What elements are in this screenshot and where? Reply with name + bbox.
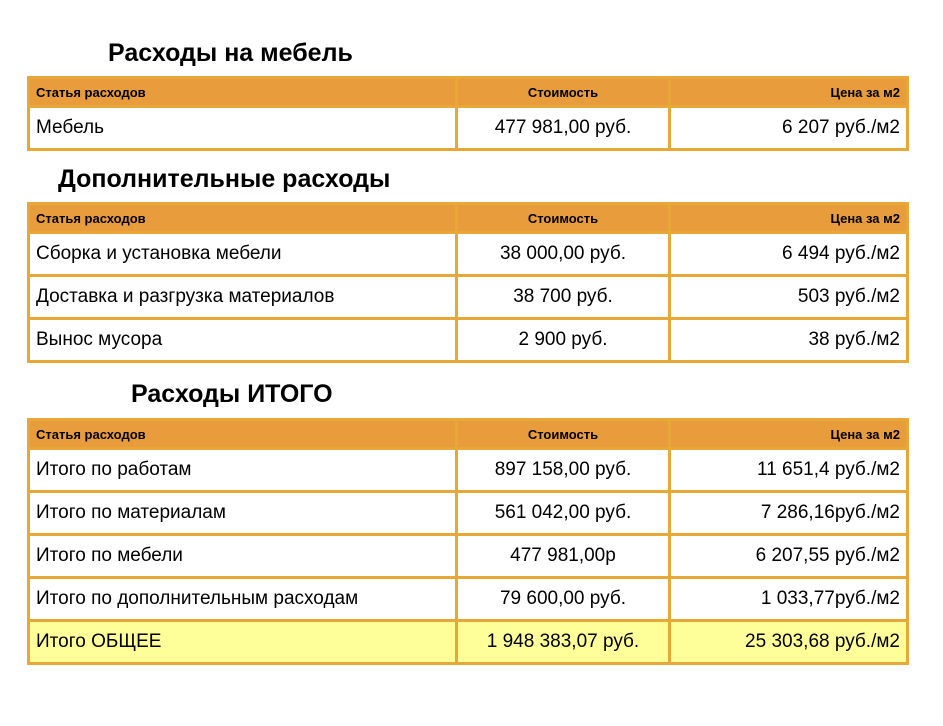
row-cost: 38 000,00 руб. xyxy=(458,234,668,274)
table-row xyxy=(30,108,906,148)
row-cost: 561 042,00 руб. xyxy=(458,493,668,533)
header-item: Статья расходов xyxy=(30,205,455,231)
totals-section-title: Расходы ИТОГО xyxy=(131,380,333,408)
row-price: 503 руб./м2 xyxy=(671,277,906,317)
header-cost: Стоимость xyxy=(458,205,668,231)
row-item: Мебель xyxy=(30,108,455,148)
row-item: Доставка и разгрузка материалов xyxy=(30,277,455,317)
row-cost: 2 900 руб. xyxy=(458,320,668,360)
row-price: 6 494 руб./м2 xyxy=(671,234,906,274)
table-header-row xyxy=(30,205,906,231)
row-item: Итого по работам xyxy=(30,450,455,490)
table-row xyxy=(30,320,906,360)
header-cost: Стоимость xyxy=(458,421,668,447)
row-price: 38 руб./м2 xyxy=(671,320,906,360)
additional-table xyxy=(27,202,909,363)
furniture-section-title: Расходы на мебель xyxy=(108,39,353,67)
totals-table xyxy=(27,418,909,665)
row-price: 6 207,55 руб./м2 xyxy=(671,536,906,576)
grand-total-price: 25 303,68 руб./м2 xyxy=(671,622,906,662)
row-item: Вынос мусора xyxy=(30,320,455,360)
header-cost: Стоимость xyxy=(458,79,668,105)
row-price: 7 286,16руб./м2 xyxy=(671,493,906,533)
header-price: Цена за м2 xyxy=(671,421,906,447)
table-row xyxy=(30,536,906,576)
grand-total-cost: 1 948 383,07 руб. xyxy=(458,622,668,662)
row-cost: 477 981,00р xyxy=(458,536,668,576)
row-cost: 79 600,00 руб. xyxy=(458,579,668,619)
header-price: Цена за м2 xyxy=(671,205,906,231)
row-item: Итого по материалам xyxy=(30,493,455,533)
table-row xyxy=(30,579,906,619)
grand-total-item: Итого ОБЩЕЕ xyxy=(30,622,455,662)
additional-section-title: Дополнительные расходы xyxy=(58,165,391,193)
table-row xyxy=(30,277,906,317)
header-price: Цена за м2 xyxy=(671,79,906,105)
row-price: 1 033,77руб./м2 xyxy=(671,579,906,619)
table-row xyxy=(30,234,906,274)
table-row xyxy=(30,493,906,533)
furniture-table xyxy=(27,76,909,151)
row-cost: 38 700 руб. xyxy=(458,277,668,317)
header-item: Статья расходов xyxy=(30,79,455,105)
row-item: Итого по мебели xyxy=(30,536,455,576)
table-header-row xyxy=(30,421,906,447)
grand-total-row xyxy=(30,622,906,662)
table-row xyxy=(30,450,906,490)
row-item: Сборка и установка мебели xyxy=(30,234,455,274)
row-item: Итого по дополнительным расходам xyxy=(30,579,455,619)
row-price: 6 207 руб./м2 xyxy=(671,108,906,148)
row-price: 11 651,4 руб./м2 xyxy=(671,450,906,490)
row-cost: 897 158,00 руб. xyxy=(458,450,668,490)
row-cost: 477 981,00 руб. xyxy=(458,108,668,148)
table-header-row xyxy=(30,79,906,105)
header-item: Статья расходов xyxy=(30,421,455,447)
